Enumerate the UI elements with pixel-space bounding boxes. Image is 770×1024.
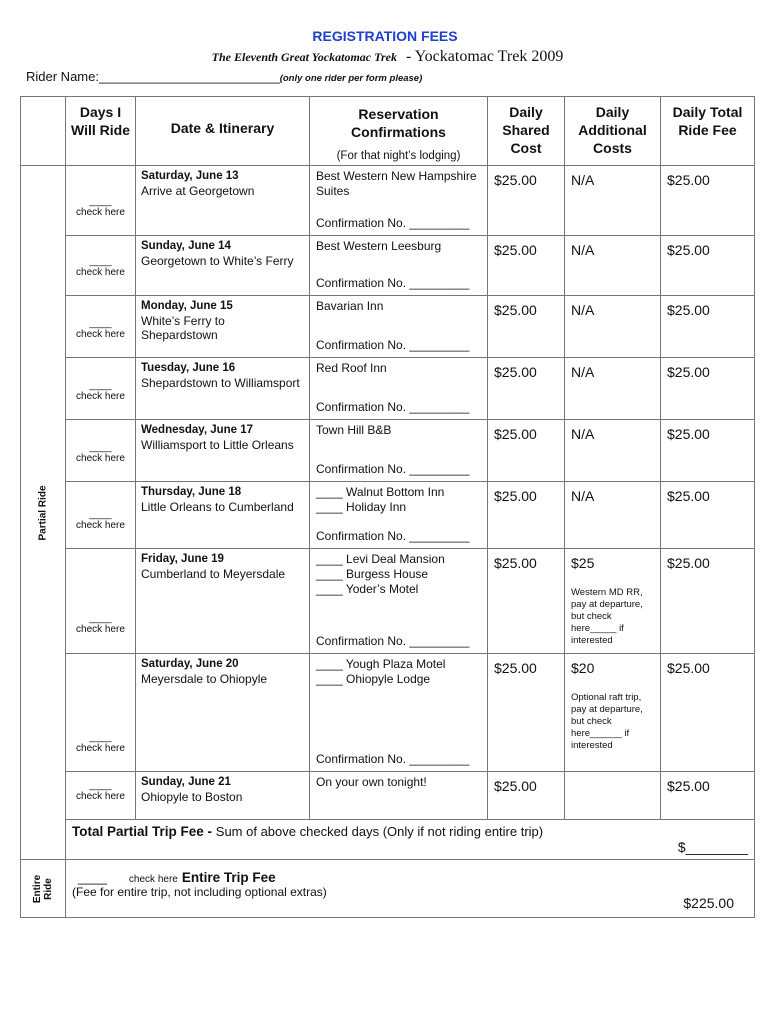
registration-table — [20, 96, 755, 918]
shared-cost: $25.00 — [488, 296, 565, 358]
entire-ride-label: Entire Ride — [21, 860, 66, 918]
confirmation-field[interactable]: Confirmation No. _________ — [316, 462, 470, 476]
shared-cost: $25.00 — [488, 236, 565, 296]
lodging-cell[interactable]: Bavarian Inn Confirmation No. _________ — [310, 296, 488, 358]
additional-cost: N/A — [565, 420, 661, 482]
entire-trip-label[interactable]: ____ check here Entire Trip Fee (Fee for entire trip, not including optional extras) — [66, 860, 661, 918]
partial-total-label: Total Partial Trip Fee - Sum of above checked days (Only if not riding entire trip) — [66, 820, 661, 860]
additional-cost: N/A — [565, 236, 661, 296]
col-additional: Daily Additional Costs — [565, 97, 661, 166]
total-fee: $25.00 — [661, 549, 755, 654]
additional-cost: N/A — [565, 482, 661, 549]
header-row — [21, 97, 755, 166]
total-fee: $25.00 — [661, 296, 755, 358]
lodging-cell: On your own tonight! — [310, 772, 488, 820]
lodging-cell[interactable]: ____ Walnut Bottom Inn ____ Holiday Inn Confirmation No. _________ — [310, 482, 488, 549]
day-checkbox[interactable]: ____ check here — [66, 420, 136, 482]
shared-cost: $25.00 — [488, 549, 565, 654]
total-fee: $25.00 — [661, 358, 755, 420]
partial-total-row — [21, 820, 755, 860]
entire-trip-row — [21, 860, 755, 918]
day-checkbox[interactable]: ____ check here — [66, 358, 136, 420]
itinerary-cell: Friday, June 19 Cumberland to Meyersdale — [136, 549, 310, 654]
lodging-cell[interactable]: Best Western New Hampshire Suites Confirmation No. _________ — [310, 166, 488, 236]
lodging-cell[interactable]: Town Hill B&B Confirmation No. _________ — [310, 420, 488, 482]
additional-cost — [565, 772, 661, 820]
event-subtitle: The Eleventh Great Yockatomac Trek - Yockatomac Trek 2009 — [211, 48, 564, 65]
partial-ride-label: Partial Ride — [21, 166, 66, 860]
shared-cost: $25.00 — [488, 420, 565, 482]
itinerary-cell: Wednesday, June 17 Williamsport to Little Orleans — [136, 420, 310, 482]
itinerary-cell: Tuesday, June 16 Shepardstown to Williamsport — [136, 358, 310, 420]
day-checkbox[interactable]: ____ check here — [66, 236, 136, 296]
itinerary-cell: Monday, June 15 White’s Ferry to Shepardstown — [136, 296, 310, 358]
itinerary-cell: Sunday, June 21 Ohiopyle to Boston — [136, 772, 310, 820]
shared-cost: $25.00 — [488, 358, 565, 420]
additional-cost: $20 Optional raft trip, pay at departure, but check here______ if interested — [565, 654, 661, 772]
confirmation-field[interactable]: Confirmation No. _________ — [316, 529, 470, 543]
total-fee: $25.00 — [661, 166, 755, 236]
shared-cost: $25.00 — [488, 772, 565, 820]
col-shared: Daily Shared Cost — [488, 97, 565, 166]
day-row — [21, 358, 755, 420]
additional-cost: N/A — [565, 296, 661, 358]
day-checkbox[interactable]: ____ check here — [66, 772, 136, 820]
confirmation-field[interactable]: Confirmation No. _________ — [316, 216, 470, 230]
itinerary-cell: Saturday, June 20 Meyersdale to Ohiopyle — [136, 654, 310, 772]
total-fee: $25.00 — [661, 654, 755, 772]
day-checkbox[interactable]: ____ check here — [66, 549, 136, 654]
confirmation-field[interactable]: Confirmation No. _________ — [316, 276, 470, 290]
itinerary-cell: Saturday, June 13 Arrive at Georgetown — [136, 166, 310, 236]
col-total: Daily Total Ride Fee — [661, 97, 755, 166]
day-row — [21, 772, 755, 820]
partial-total-amount[interactable]: $________ — [661, 820, 755, 860]
total-fee: $25.00 — [661, 236, 755, 296]
day-row — [21, 236, 755, 296]
day-checkbox[interactable]: ____ check here — [66, 654, 136, 772]
shared-cost: $25.00 — [488, 654, 565, 772]
shared-cost: $25.00 — [488, 482, 565, 549]
shared-cost: $25.00 — [488, 166, 565, 236]
lodging-cell[interactable]: Best Western Leesburg Confirmation No. _________ — [310, 236, 488, 296]
day-row — [21, 549, 755, 654]
day-row — [21, 420, 755, 482]
day-row — [21, 296, 755, 358]
lodging-cell[interactable]: ____ Yough Plaza Motel ____ Ohiopyle Lodge Confirmation No. _________ — [310, 654, 488, 772]
confirmation-field[interactable]: Confirmation No. _________ — [316, 338, 470, 352]
col-res: Reservation Confirmations (For that night’s lodging) — [310, 97, 488, 166]
total-fee: $25.00 — [661, 772, 755, 820]
day-checkbox[interactable]: ____ check here — [66, 166, 136, 236]
day-checkbox[interactable]: ____ check here — [66, 296, 136, 358]
day-row — [21, 654, 755, 772]
day-row — [21, 482, 755, 549]
day-checkbox[interactable]: ____ check here — [66, 482, 136, 549]
day-row — [21, 166, 755, 236]
itinerary-cell: Sunday, June 14 Georgetown to White’s Ferry — [136, 236, 310, 296]
col-days: Days I Will Ride — [66, 97, 136, 166]
additional-cost: N/A — [565, 358, 661, 420]
entire-trip-amount: $225.00 — [661, 860, 755, 918]
itinerary-cell: Thursday, June 18 Little Orleans to Cumberland — [136, 482, 310, 549]
col-date: Date & Itinerary — [136, 97, 310, 166]
additional-cost: N/A — [565, 166, 661, 236]
lodging-cell[interactable]: Red Roof Inn Confirmation No. _________ — [310, 358, 488, 420]
lodging-cell[interactable]: ____ Levi Deal Mansion ____ Burgess House ____ Yoder’s Motel Confirmation No. _________ — [310, 549, 488, 654]
confirmation-field[interactable]: Confirmation No. _________ — [316, 400, 470, 414]
additional-cost: $25 Western MD RR, pay at departure, but check here_____ if interested — [565, 549, 661, 654]
confirmation-field[interactable]: Confirmation No. _________ — [316, 634, 470, 648]
total-fee: $25.00 — [661, 482, 755, 549]
confirmation-field[interactable]: Confirmation No. _________ — [316, 752, 470, 766]
rider-name-field[interactable]: Rider Name:_________________________(only one rider per form please) — [26, 69, 423, 84]
total-fee: $25.00 — [661, 420, 755, 482]
page-title: REGISTRATION FEES — [312, 28, 458, 44]
